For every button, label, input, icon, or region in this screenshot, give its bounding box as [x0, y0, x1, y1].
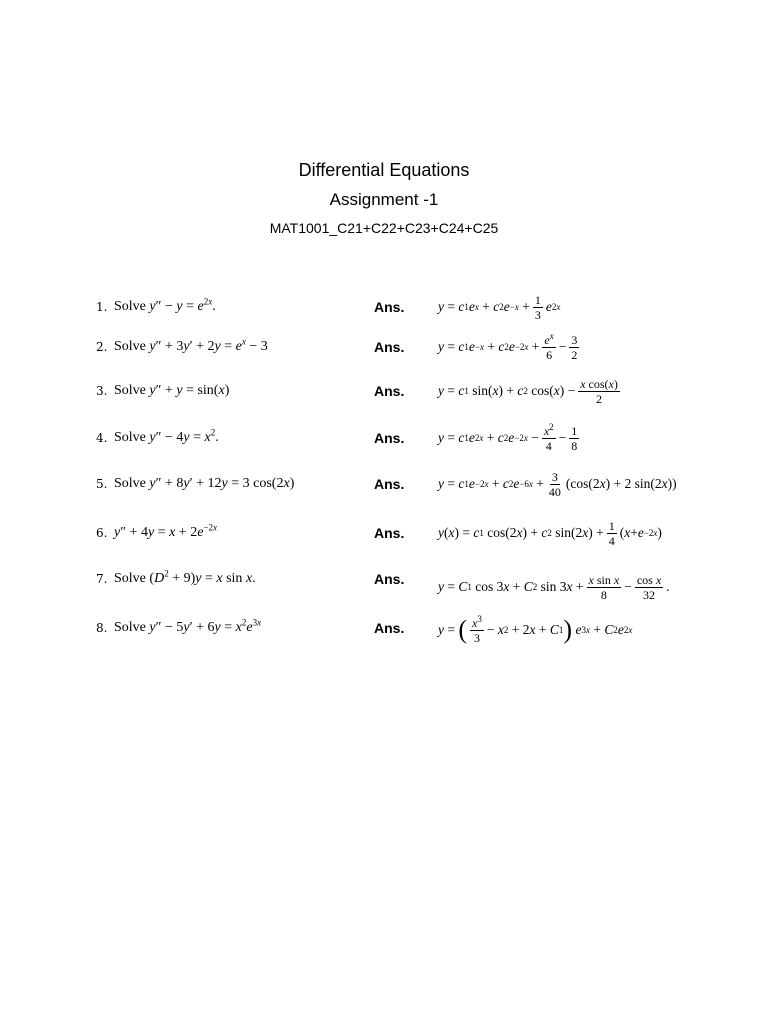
problem-number: 6. — [96, 526, 108, 540]
problem-number: 5. — [96, 477, 108, 491]
problem-number: 3. — [96, 384, 108, 398]
problem-number: 4. — [96, 431, 108, 445]
problem-question: Solve $y'' - 4y = x^2$. — [114, 427, 219, 445]
document-title: Differential Equations — [298, 160, 470, 180]
problem-number: 2. — [96, 340, 108, 354]
answer-label: Ans. — [374, 339, 405, 355]
problem-number: 8. — [96, 621, 108, 635]
answer-label: Ans. — [374, 620, 405, 636]
answer-label: Ans. — [374, 383, 405, 399]
problem-solution: y = c 1 e −2x + c 2 e −6x + $\frac{3}{40}$ (cos(2 x ) + 2 sin(2 x )) — [438, 469, 677, 499]
problem-row — [0, 376, 768, 426]
problem-question: Solve $y'' - 5y' + 6y = x^2e^{3x}$ — [114, 617, 262, 635]
problem-question: Solve y″ + y = sin(x) — [114, 383, 230, 398]
problem-solution: y = c 1 sin( x ) + c 2 cos( x ) − $\frac{\text{x cos(x)}}{2}$ — [438, 376, 618, 406]
problem-question: $y'' + 4y = x + 2e^{-2x}$ — [114, 522, 217, 540]
problem-solution: y ( x ) = c 1 cos(2 x ) + c 2 sin(2 x ) + $\frac{1}{4}$ ( x + e −2x ) — [438, 518, 662, 548]
course-code: MAT1001_C21+C22+C23+C24+C25 — [269, 220, 499, 236]
problem-question: Solve $y'' - y = e^{2x}$. — [114, 296, 216, 314]
answer-label: Ans. — [374, 476, 405, 492]
problem-solution: y = C 1 cos 3 x + C 2 sin 3 x + $\frac{\text{x sin x}}{8}$ − $\frac{\text{cos x}}{32}$ . — [438, 572, 670, 602]
problem-solution: y = c 1 e −x + c 2 e −2x + $\frac{e^x}{6}$ − $\frac{3}{2}$ — [438, 330, 578, 362]
problem-question: Solve y″ + 8y′ + 12y = 3 cos(2x) — [114, 476, 295, 491]
problem-number: 1. — [96, 300, 108, 314]
problem-question: Solve $(D^2 + 9)y = x$ sin x. — [114, 568, 256, 586]
problem-row — [0, 330, 768, 382]
answer-label: Ans. — [374, 430, 405, 446]
problem-row — [0, 518, 768, 568]
problem-number: 7. — [96, 572, 108, 586]
answer-label: Ans. — [374, 571, 405, 587]
assignment-subtitle: Assignment -1 — [329, 190, 439, 209]
answer-label: Ans. — [374, 525, 405, 541]
answer-label: Ans. — [374, 299, 405, 315]
problem-solution: y = ( $\frac{x^3}{3}$ − x 2 + 2 x + C 1 ) e 3x + C 2 e 2x — [438, 613, 633, 645]
problem-question: Solve $y'' + 3y' + 2y = e^x - 3$ — [114, 336, 268, 354]
problem-row — [0, 613, 768, 663]
problem-solution: y = c 1 e x + c 2 e −x + $\frac{1}{3}$ e 2x — [438, 292, 561, 322]
problem-solution: y = c 1 e 2x + c 2 e −2x − $\frac{x^2}{4}$ − $\frac{1}{8}$ — [438, 421, 578, 453]
problem-row — [0, 568, 768, 614]
